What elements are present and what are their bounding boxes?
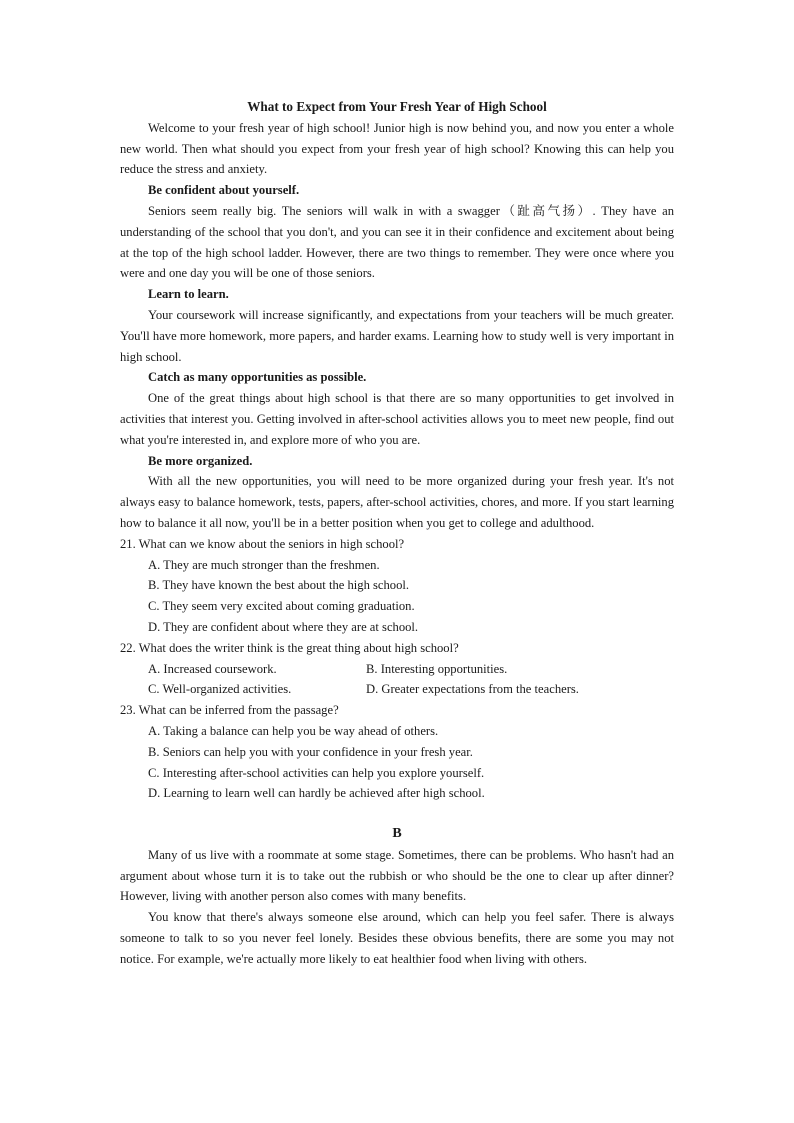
- section-body-1: Seniors seem really big. The seniors will walk in with a swagger（趾高气扬）. They have an understanding of the school that you don't, and you can see it in their confidence and excitement about being at the top of the high school ladder. However, there are two things to remember. They were once where you were and one day you will be one of those seniors.: [120, 203, 674, 281]
- intro-paragraph: Welcome to your fresh year of high school! Junior high is now behind you, and now you enter a whole new world. Then what should you expect from your fresh year of high school? Knowing this can help you reduce the stress and anxiety.: [120, 120, 674, 177]
- document-page: [120, 97, 674, 970]
- section-heading-2: Learn to learn.: [148, 287, 229, 302]
- question-23-option-a: A. Taking a balance can help you be way ahead of others.: [148, 723, 439, 738]
- question-23-option-c: C. Interesting after-school activities can help you explore yourself.: [148, 765, 485, 780]
- section-heading-1: Be confident about yourself.: [148, 183, 300, 198]
- question-21-option-d: D. They are confident about where they are at school.: [148, 619, 419, 634]
- section-heading-4: Be more organized.: [148, 453, 253, 468]
- section-body-2: Your coursework will increase significantly, and expectations from your teachers will be much greater. You'll have more homework, more papers, and harder exams. Learning how to study well is very important in high school.: [120, 307, 674, 364]
- question-22-option-c: C. Well-organized activities.: [148, 682, 292, 697]
- question-23-option-d: D. Learning to learn well can hardly be achieved after high school.: [148, 786, 485, 801]
- article-title: What to Expect from Your Fresh Year of High School: [247, 99, 547, 114]
- question-22-option-a: A. Increased coursework.: [148, 661, 277, 676]
- question-22-option-b: B. Interesting opportunities.: [366, 661, 508, 676]
- section-body-3: One of the great things about high school is that there are so many opportunities to get involved in activities that interest you. Getting involved in after-school activities allows you to meet new people, find out what you're interested in, and explore more of who you are.: [120, 391, 674, 447]
- question-21-option-a: A. They are much stronger than the freshmen.: [148, 557, 380, 572]
- question-21-option-b: B. They have known the best about the high school.: [148, 578, 410, 593]
- section-b-paragraph-2: You know that there's always someone else around, which can help you feel safer. There is always someone to talk to so you never feel lonely. Besides these obvious benefits, there are some you may not notice. For example, we're actually more likely to eat healthier food when living with others.: [120, 910, 674, 966]
- section-b-label: B: [392, 826, 402, 842]
- section-b-paragraph-1: Many of us live with a roommate at some stage. Sometimes, there can be problems. Who hasn't had an argument about whose turn it is to take out the rubbish or who should be the one to clear up after dinner? However, living with another person also comes with many benefits.: [120, 847, 674, 904]
- question-23-option-b: B. Seniors can help you with your confidence in your fresh year.: [148, 744, 473, 759]
- question-22-options-row-1: [120, 659, 674, 680]
- section-body-4: With all the new opportunities, you will need to be more organized during your fresh year. It's not always easy to balance homework, tests, papers, after-school activities, chores, and more. If you start learning how to balance it all now, you'll be in a better position when you get to college and adulthood.: [120, 474, 674, 530]
- question-21-stem: 21. What can we know about the seniors in high school?: [120, 536, 405, 551]
- question-22-option-d: D. Greater expectations from the teachers.: [366, 682, 579, 697]
- section-heading-3: Catch as many opportunities as possible.: [148, 370, 367, 385]
- question-22-options-row-2: [120, 679, 674, 700]
- question-21-option-c: C. They seem very excited about coming graduation.: [148, 599, 415, 614]
- question-22-stem: 22. What does the writer think is the great thing about high school?: [120, 640, 459, 655]
- question-23-stem: 23. What can be inferred from the passage?: [120, 703, 339, 718]
